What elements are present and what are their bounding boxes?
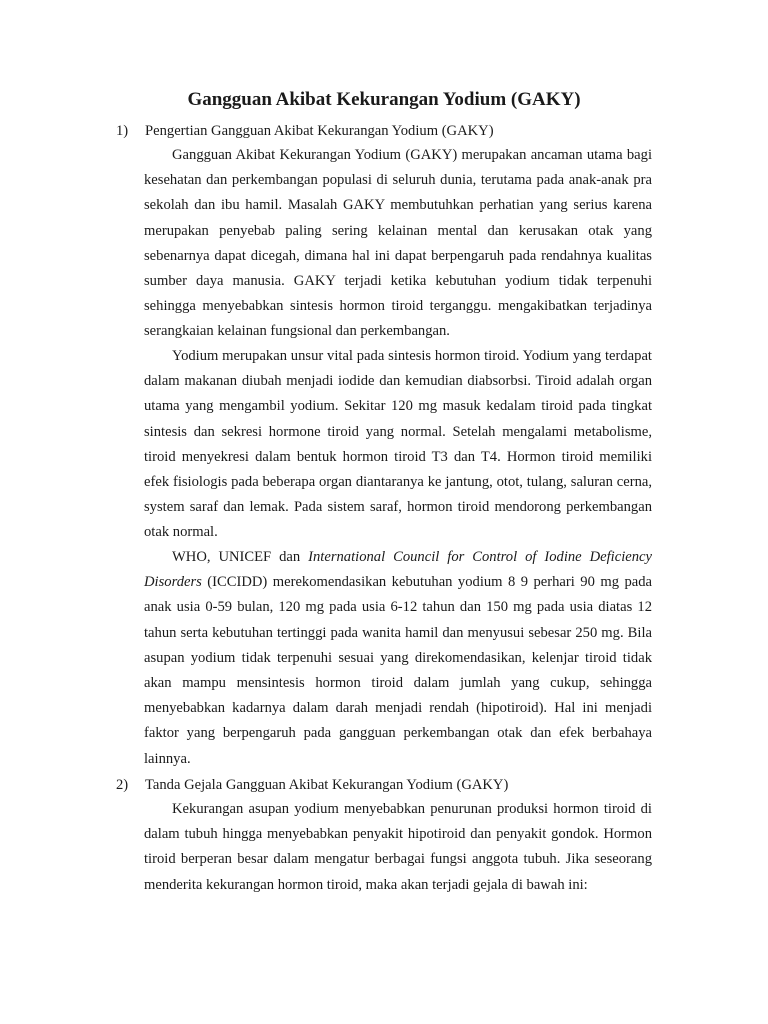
who-lead-text: WHO, UNICEF dan [172, 549, 309, 565]
paragraph-who-recommendation [144, 545, 652, 772]
who-rest-text: (ICCIDD) merekomendasikan kebutuhan yodium 8 9 perhari 90 mg pada anak usia 0-59 bulan, 120 mg pada usia 6-12 tahun dan 150 mg pada usia diatas 12 tahun serta kebutuhan tertinggi pada wanita hamil dan menyusui sebesar 250 mg. Bila asupan yodium tidak terpenuhi sesuai yang direkomendasikan, kelenjar tiroid tidak akan mampu mensintesis hormon tiroid dalam jumlah yang cukup, sehingga menyebabkan kadarnya dalam darah menjadi rendah (hipotiroid). Hal ini menjadi faktor yang berpengaruh pada gangguan perkembangan otak dan efek berbahaya lainnya. [144, 574, 652, 767]
paragraph-gaky-definition: Gangguan Akibat Kekurangan Yodium (GAKY) merupakan ancaman utama bagi kesehatan dan perkembangan populasi di seluruh dunia, terutama pada anak-anak pra sekolah dan ibu hamil. Masalah GAKY membutuhkan perhatian yang serius karena merupakan penyebab paling sering kelainan mental dan kerusakan otak yang sebenarnya dapat dicegah, dimana hal ini dapat berpengaruh pada rendahnya kualitas sumber daya manusia. GAKY terjadi ketika kebutuhan yodium tidak terpenuhi sehingga menyebabkan sintesis hormon tiroid terganggu. mengakibatkan terjadinya serangkaian kelainan fungsional dan perkembangan. [144, 147, 652, 340]
paragraph-gejala-intro: Kekurangan asupan yodium menyebabkan penurunan produksi hormon tiroid di dalam tubuh hingga menyebabkan penyakit hipotiroid dan penyakit gondok. Hormon tiroid berperan besar dalam mengatur berbagai fungsi anggota tubuh. Jika seseorang menderita kekurangan hormon tiroid, maka akan terjadi gejala di bawah ini: [144, 801, 652, 893]
section-heading-2 [116, 775, 656, 795]
section-heading-text-2: Tanda Gejala Gangguan Akibat Kekurangan Yodium (GAKY) [145, 777, 509, 793]
paragraph-yodium-vital: Yodium merupakan unsur vital pada sintesis hormon tiroid. Yodium yang terdapat dalam makanan diubah menjadi iodide dan kemudian diabsorbsi. Tiroid adalah organ utama yang mengambil yodium. Sekitar 120 mg masuk kedalam tiroid pada tingkat sintesis dan sekresi hormone tiroid yang normal. Setelah mengalami metabolisme, tiroid menyekresi dalam bentuk hormon tiroid T3 dan T4. Hormon tiroid memiliki efek fisiologis pada beberapa organ diantaranya ke jantung, otot, tulang, saluran cerna, system saraf dan lemak. Pada sistem saraf, hormon tiroid mendorong perkembangan otak normal. [144, 348, 652, 541]
iccidd-italic-text: International Council for Control of Iodine Deficiency Disorders [144, 549, 652, 591]
section-number-1: 1) [116, 123, 129, 139]
section-heading-text-1: Pengertian Gangguan Akibat Kekurangan Yodium (GAKY) [145, 123, 494, 139]
section-number-2: 2) [116, 777, 129, 793]
section-heading-1 [116, 121, 656, 141]
document-title: Gangguan Akibat Kekurangan Yodium (GAKY) [187, 89, 581, 110]
